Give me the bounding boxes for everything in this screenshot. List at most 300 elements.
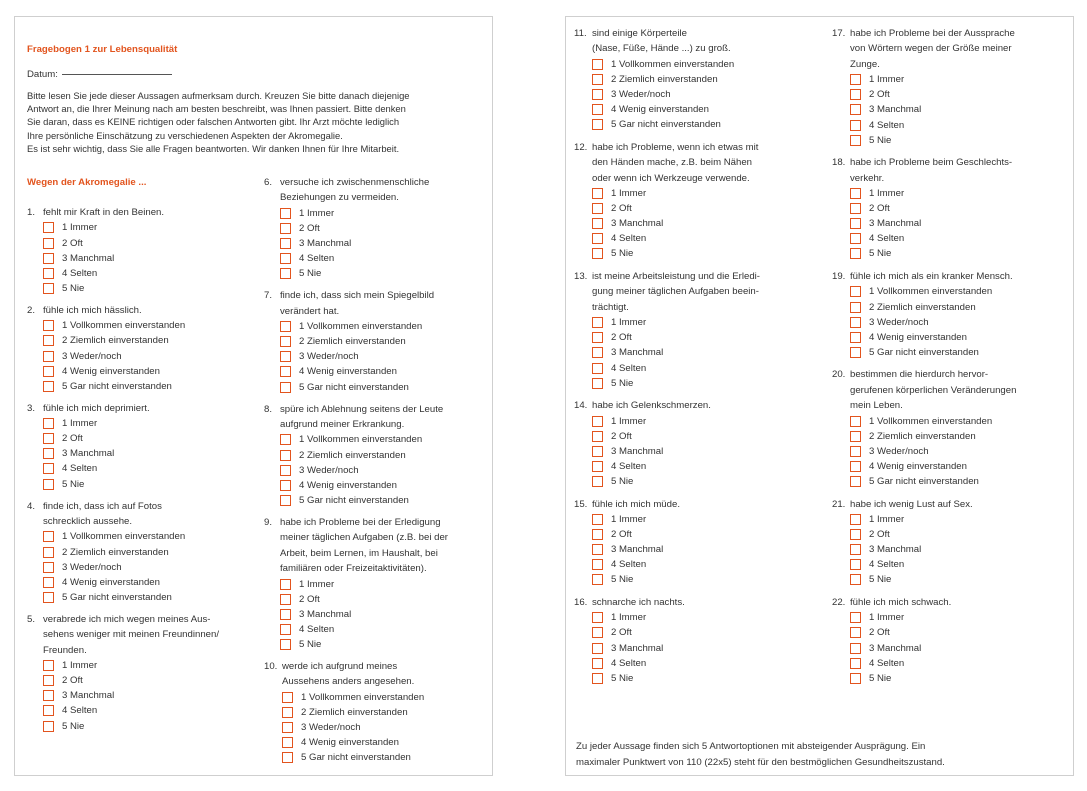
answer-option[interactable] <box>592 330 814 345</box>
option-label: 4 Selten <box>869 559 905 571</box>
option-label: 4 Selten <box>611 362 647 374</box>
checkbox[interactable] <box>592 461 603 472</box>
checkbox[interactable] <box>280 268 291 279</box>
answer-options <box>280 319 489 394</box>
answer-option[interactable] <box>280 576 489 591</box>
answer-option[interactable] <box>592 231 814 246</box>
answer-option[interactable] <box>592 414 814 429</box>
answer-option[interactable] <box>280 592 489 607</box>
question-lines <box>850 269 1013 284</box>
answer-option[interactable] <box>592 512 814 527</box>
answer-option[interactable] <box>280 493 489 508</box>
checkbox[interactable] <box>280 321 291 332</box>
answer-option[interactable] <box>280 379 489 394</box>
checkbox[interactable] <box>850 218 861 229</box>
answer-options <box>592 186 814 261</box>
checkbox[interactable] <box>850 104 861 115</box>
answer-option[interactable] <box>43 348 252 363</box>
option-label: 4 Wenig einverstanden <box>611 104 709 116</box>
checkbox[interactable] <box>592 233 603 244</box>
question-line: meiner täglichen Aufgaben (z.B. bei der <box>280 532 448 544</box>
checkbox[interactable] <box>592 514 603 525</box>
answer-option[interactable] <box>592 72 814 87</box>
answer-option[interactable] <box>592 57 814 72</box>
checkbox[interactable] <box>850 248 861 259</box>
answer-option[interactable] <box>850 345 1072 360</box>
checkbox[interactable] <box>850 673 861 684</box>
checkbox[interactable] <box>43 690 54 701</box>
answer-option[interactable] <box>43 416 252 431</box>
checkbox[interactable] <box>43 268 54 279</box>
answer-option[interactable] <box>850 557 1072 572</box>
checkbox[interactable] <box>43 547 54 558</box>
question-text <box>264 515 489 577</box>
answer-option[interactable] <box>850 246 1072 261</box>
answer-option[interactable] <box>43 560 252 575</box>
checkbox[interactable] <box>43 283 54 294</box>
answer-option[interactable] <box>43 529 252 544</box>
option-label: 5 Nie <box>299 268 322 280</box>
intro-text <box>27 89 473 155</box>
answer-option[interactable] <box>592 117 814 132</box>
column-3 <box>574 26 814 686</box>
answer-option[interactable] <box>592 102 814 117</box>
answer-option[interactable] <box>592 345 814 360</box>
checkbox[interactable] <box>850 188 861 199</box>
checkbox[interactable] <box>280 351 291 362</box>
answer-option[interactable] <box>850 186 1072 201</box>
checkbox[interactable] <box>280 480 291 491</box>
answer-option[interactable] <box>592 376 814 391</box>
page-title: Fragebogen 1 zur Lebensqualität <box>27 44 178 55</box>
answer-options <box>592 315 814 390</box>
checkbox[interactable] <box>280 434 291 445</box>
checkbox[interactable] <box>280 336 291 347</box>
answer-options <box>43 416 252 491</box>
answer-option[interactable] <box>280 637 489 652</box>
answer-option[interactable] <box>850 87 1072 102</box>
checkbox[interactable] <box>280 465 291 476</box>
option-label: 1 Immer <box>62 660 98 672</box>
option-label: 3 Manchmal <box>62 252 115 264</box>
checkbox[interactable] <box>43 531 54 542</box>
answer-option[interactable] <box>850 299 1072 314</box>
answer-option[interactable] <box>592 429 814 444</box>
answer-option[interactable] <box>592 216 814 231</box>
checkbox[interactable] <box>850 286 861 297</box>
checkbox[interactable] <box>592 203 603 214</box>
question-lines <box>592 140 758 186</box>
question-line: Aussehens anders angesehen. <box>282 676 415 688</box>
answer-option[interactable] <box>850 572 1072 587</box>
answer-option[interactable] <box>850 641 1072 656</box>
checkbox[interactable] <box>43 320 54 331</box>
answer-option[interactable] <box>850 429 1072 444</box>
answer-option[interactable] <box>850 671 1072 686</box>
answer-option[interactable] <box>43 236 252 251</box>
option-label: 2 Ziemlich einverstanden <box>611 73 718 85</box>
answer-option[interactable] <box>43 477 252 492</box>
question-text <box>27 401 252 416</box>
question-line: habe ich wenig Lust auf Sex. <box>850 498 973 510</box>
checkbox[interactable] <box>592 378 603 389</box>
answer-option[interactable] <box>43 333 252 348</box>
checkbox[interactable] <box>850 74 861 85</box>
checkbox[interactable] <box>850 332 861 343</box>
answer-option[interactable] <box>592 527 814 542</box>
answer-option[interactable] <box>592 572 814 587</box>
option-label: 3 Weder/noch <box>299 464 359 476</box>
answer-option[interactable] <box>280 251 489 266</box>
checkbox[interactable] <box>282 737 293 748</box>
checkbox[interactable] <box>282 752 293 763</box>
header-block <box>27 44 473 155</box>
option-label: 1 Vollkommen einverstanden <box>869 286 993 298</box>
checkbox[interactable] <box>43 366 54 377</box>
checkbox[interactable] <box>850 302 861 313</box>
checkbox[interactable] <box>592 416 603 427</box>
answer-option[interactable] <box>282 720 489 735</box>
answer-options <box>592 512 814 587</box>
answer-option[interactable] <box>43 379 252 394</box>
option-label: 5 Gar nicht einverstanden <box>62 591 172 603</box>
checkbox[interactable] <box>280 253 291 264</box>
question-text <box>574 269 814 315</box>
checkbox[interactable] <box>280 382 291 393</box>
checkbox[interactable] <box>850 317 861 328</box>
answer-option[interactable] <box>43 446 252 461</box>
answer-option[interactable] <box>592 610 814 625</box>
checkbox[interactable] <box>592 317 603 328</box>
question-lines <box>280 175 429 206</box>
option-label: 3 Weder/noch <box>299 351 359 363</box>
answer-option[interactable] <box>280 349 489 364</box>
answer-options <box>43 529 252 604</box>
question-line: familiären oder Freizeitaktivitäten). <box>280 563 427 575</box>
checkbox[interactable] <box>43 463 54 474</box>
option-label: 3 Manchmal <box>299 608 352 620</box>
option-label: 5 Nie <box>299 638 322 650</box>
checkbox[interactable] <box>592 248 603 259</box>
option-label: 1 Vollkommen einverstanden <box>62 531 186 543</box>
question-line: verabrede ich mich wegen meines Aus- <box>43 613 211 625</box>
checkbox[interactable] <box>850 559 861 570</box>
answer-option[interactable] <box>280 463 489 478</box>
answer-option[interactable] <box>282 735 489 750</box>
answer-option[interactable] <box>850 330 1072 345</box>
checkbox[interactable] <box>592 74 603 85</box>
option-label: 4 Selten <box>869 657 905 669</box>
checkbox[interactable] <box>43 448 54 459</box>
checkbox[interactable] <box>282 707 293 718</box>
answer-option[interactable] <box>592 542 814 557</box>
answer-option[interactable] <box>592 315 814 330</box>
question-line: aufgrund meiner Erkrankung. <box>280 418 405 430</box>
checkbox[interactable] <box>592 188 603 199</box>
answer-option[interactable] <box>280 447 489 462</box>
option-label: 5 Nie <box>611 377 634 389</box>
option-label: 4 Wenig einverstanden <box>62 576 160 588</box>
answer-option[interactable] <box>280 206 489 221</box>
answer-option[interactable] <box>43 431 252 446</box>
answer-option[interactable] <box>280 319 489 334</box>
checkbox[interactable] <box>43 418 54 429</box>
checkbox[interactable] <box>592 627 603 638</box>
question-line: finde ich, dass ich auf Fotos <box>43 500 162 512</box>
checkbox[interactable] <box>592 476 603 487</box>
question-text <box>264 288 489 319</box>
option-label: 4 Wenig einverstanden <box>62 365 160 377</box>
question-number: 17. <box>832 28 846 39</box>
checkbox[interactable] <box>850 203 861 214</box>
answer-option[interactable] <box>43 251 252 266</box>
question-lines <box>850 497 973 512</box>
checkbox[interactable] <box>592 529 603 540</box>
checkbox[interactable] <box>592 544 603 555</box>
question-line: fühle ich mich hässlich. <box>43 304 142 316</box>
checkbox[interactable] <box>280 624 291 635</box>
checkbox[interactable] <box>280 579 291 590</box>
answer-option[interactable] <box>850 656 1072 671</box>
question-number: 2. <box>27 304 36 316</box>
answer-option[interactable] <box>43 590 252 605</box>
checkbox[interactable] <box>592 446 603 457</box>
answer-option[interactable] <box>850 459 1072 474</box>
answer-option[interactable] <box>850 133 1072 148</box>
answer-option[interactable] <box>850 444 1072 459</box>
checkbox[interactable] <box>592 59 603 70</box>
answer-option[interactable] <box>592 474 814 489</box>
option-label: 2 Oft <box>62 237 83 249</box>
answer-option[interactable] <box>43 658 252 673</box>
option-label: 2 Oft <box>299 593 320 605</box>
option-label: 1 Immer <box>869 74 905 86</box>
checkbox[interactable] <box>850 431 861 442</box>
answer-option[interactable] <box>43 545 252 560</box>
checkbox[interactable] <box>592 673 603 684</box>
answer-option[interactable] <box>43 673 252 688</box>
checkbox[interactable] <box>592 643 603 654</box>
checkbox[interactable] <box>43 479 54 490</box>
option-label: 5 Nie <box>611 248 634 260</box>
checkbox[interactable] <box>43 592 54 603</box>
question-7 <box>264 288 489 394</box>
option-label: 1 Vollkommen einverstanden <box>62 320 186 332</box>
checkbox[interactable] <box>850 89 861 100</box>
answer-option[interactable] <box>592 459 814 474</box>
question-number: 18. <box>832 157 846 169</box>
checkbox[interactable] <box>592 431 603 442</box>
answer-option[interactable] <box>43 266 252 281</box>
checkbox[interactable] <box>850 120 861 131</box>
checkbox[interactable] <box>280 639 291 650</box>
checkbox[interactable] <box>280 450 291 461</box>
answer-option[interactable] <box>43 364 252 379</box>
question-text <box>574 595 814 610</box>
answer-option[interactable] <box>592 201 814 216</box>
checkbox[interactable] <box>592 332 603 343</box>
checkbox[interactable] <box>850 416 861 427</box>
answer-option[interactable] <box>280 364 489 379</box>
checkbox[interactable] <box>43 222 54 233</box>
answer-option[interactable] <box>43 318 252 333</box>
answer-option[interactable] <box>592 557 814 572</box>
answer-option[interactable] <box>592 671 814 686</box>
checkbox[interactable] <box>592 574 603 585</box>
checkbox[interactable] <box>592 347 603 358</box>
checkbox[interactable] <box>850 658 861 669</box>
checkbox[interactable] <box>850 347 861 358</box>
answer-option[interactable] <box>43 575 252 590</box>
answer-option[interactable] <box>282 690 489 705</box>
checkbox[interactable] <box>280 609 291 620</box>
checkbox[interactable] <box>282 722 293 733</box>
checkbox[interactable] <box>280 495 291 506</box>
answer-option[interactable] <box>850 201 1072 216</box>
checkbox[interactable] <box>592 559 603 570</box>
date-line[interactable] <box>62 74 172 75</box>
answer-option[interactable] <box>850 610 1072 625</box>
answer-option[interactable] <box>43 281 252 296</box>
checkbox[interactable] <box>850 446 861 457</box>
checkbox[interactable] <box>592 658 603 669</box>
checkbox[interactable] <box>43 721 54 732</box>
answer-option[interactable] <box>850 512 1072 527</box>
checkbox[interactable] <box>850 461 861 472</box>
option-label: 4 Wenig einverstanden <box>869 460 967 472</box>
checkbox[interactable] <box>592 218 603 229</box>
answer-option[interactable] <box>280 236 489 251</box>
checkbox[interactable] <box>43 705 54 716</box>
question-text <box>832 367 1072 413</box>
answer-option[interactable] <box>43 220 252 235</box>
answer-option[interactable] <box>850 542 1072 557</box>
checkbox[interactable] <box>280 208 291 219</box>
answer-option[interactable] <box>592 641 814 656</box>
checkbox[interactable] <box>850 135 861 146</box>
question-text <box>832 155 1072 186</box>
option-label: 2 Oft <box>869 627 890 639</box>
checkbox[interactable] <box>850 627 861 638</box>
checkbox[interactable] <box>850 544 861 555</box>
answer-option[interactable] <box>850 414 1072 429</box>
checkbox[interactable] <box>43 675 54 686</box>
option-label: 4 Wenig einverstanden <box>299 366 397 378</box>
answer-option[interactable] <box>43 461 252 476</box>
answer-option[interactable] <box>850 118 1072 133</box>
answer-option[interactable] <box>282 750 489 765</box>
answer-option[interactable] <box>282 705 489 720</box>
checkbox[interactable] <box>850 514 861 525</box>
answer-option[interactable] <box>592 186 814 201</box>
checkbox[interactable] <box>43 253 54 264</box>
option-label: 1 Immer <box>869 513 905 525</box>
answer-option[interactable] <box>280 221 489 236</box>
answer-option[interactable] <box>280 432 489 447</box>
answer-option[interactable] <box>850 102 1072 117</box>
option-label: 5 Nie <box>62 720 85 732</box>
answer-option[interactable] <box>280 334 489 349</box>
answer-option[interactable] <box>850 284 1072 299</box>
question-line: habe ich Gelenkschmerzen. <box>592 400 711 412</box>
checkbox[interactable] <box>850 612 861 623</box>
checkbox[interactable] <box>43 351 54 362</box>
checkbox[interactable] <box>850 476 861 487</box>
answer-option[interactable] <box>43 688 252 703</box>
checkbox[interactable] <box>850 574 861 585</box>
answer-option[interactable] <box>43 703 252 718</box>
answer-option[interactable] <box>592 444 814 459</box>
checkbox[interactable] <box>280 223 291 234</box>
checkbox[interactable] <box>280 366 291 377</box>
question-line: gerufenen körperlichen Veränderungen <box>850 384 1017 396</box>
option-label: 5 Nie <box>62 478 85 490</box>
option-label: 1 Immer <box>611 188 647 200</box>
checkbox[interactable] <box>280 238 291 249</box>
checkbox[interactable] <box>43 577 54 588</box>
question-number: 7. <box>264 290 273 302</box>
option-label: 1 Vollkommen einverstanden <box>301 691 425 703</box>
checkbox[interactable] <box>592 119 603 130</box>
checkbox[interactable] <box>43 238 54 249</box>
question-line: habe ich Probleme, wenn ich etwas mit <box>592 141 759 153</box>
option-label: 3 Weder/noch <box>869 316 929 328</box>
answer-option[interactable] <box>850 474 1072 489</box>
checkbox[interactable] <box>43 381 54 392</box>
answer-option[interactable] <box>850 625 1072 640</box>
date-field[interactable] <box>27 69 473 80</box>
answer-option[interactable] <box>43 719 252 734</box>
checkbox[interactable] <box>282 692 293 703</box>
question-lines <box>850 367 1016 413</box>
checkbox[interactable] <box>43 335 54 346</box>
answer-option[interactable] <box>850 231 1072 246</box>
answer-option[interactable] <box>850 315 1072 330</box>
answer-option[interactable] <box>592 87 814 102</box>
answer-option[interactable] <box>850 527 1072 542</box>
answer-option[interactable] <box>280 622 489 637</box>
checkbox[interactable] <box>43 433 54 444</box>
checkbox[interactable] <box>43 562 54 573</box>
answer-option[interactable] <box>592 246 814 261</box>
answer-option[interactable] <box>280 607 489 622</box>
answer-option[interactable] <box>850 72 1072 87</box>
question-line: fühle ich mich müde. <box>592 498 680 510</box>
checkbox[interactable] <box>592 612 603 623</box>
question-lines <box>282 659 414 690</box>
answer-option[interactable] <box>280 478 489 493</box>
checkbox[interactable] <box>592 363 603 374</box>
checkbox[interactable] <box>280 594 291 605</box>
answer-option[interactable] <box>850 216 1072 231</box>
answer-option[interactable] <box>280 266 489 281</box>
option-label: 1 Vollkommen einverstanden <box>611 58 735 70</box>
answer-option[interactable] <box>592 656 814 671</box>
checkbox[interactable] <box>850 643 861 654</box>
checkbox[interactable] <box>592 104 603 115</box>
question-line: werde ich aufgrund meines <box>282 660 398 672</box>
footnote-line: Zu jeder Aussage finden sich 5 Antwortoptionen mit absteigender Ausprägung. Ein <box>576 741 926 752</box>
answer-option[interactable] <box>592 625 814 640</box>
answer-option[interactable] <box>592 360 814 375</box>
checkbox[interactable] <box>850 529 861 540</box>
option-label: 3 Weder/noch <box>611 89 671 101</box>
question-text <box>832 269 1072 284</box>
page-right <box>565 16 1074 776</box>
checkbox[interactable] <box>43 660 54 671</box>
checkbox[interactable] <box>592 89 603 100</box>
checkbox[interactable] <box>850 233 861 244</box>
